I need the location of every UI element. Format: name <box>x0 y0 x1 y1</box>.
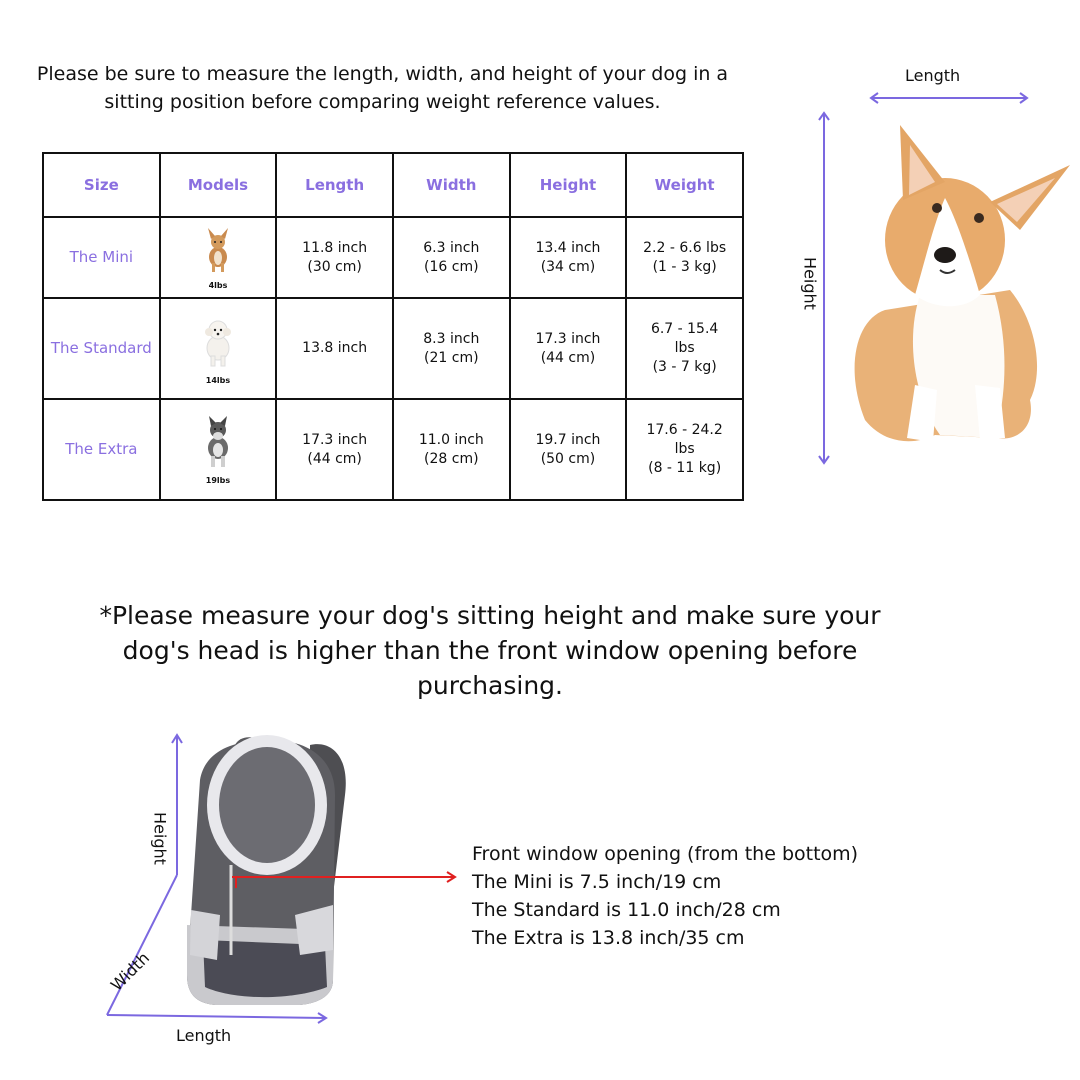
width-inch: 11.0 inch <box>418 431 484 448</box>
width-inch: 8.3 inch <box>423 330 480 347</box>
size-table <box>42 152 744 501</box>
intro-text: Please be sure to measure the length, width, and height of your dog in a sitting position before comparing weight reference values. <box>36 63 729 113</box>
schnauzer-image <box>198 414 238 468</box>
weight-kg: (1 - 3 kg) <box>652 258 717 275</box>
width-cm: (16 cm) <box>424 258 479 275</box>
header-models: Models <box>160 153 277 217</box>
weight-cell <box>626 217 743 298</box>
length-inch: 11.8 inch <box>302 239 368 256</box>
size-name: The Extra <box>43 399 160 500</box>
height-inch: 17.3 inch <box>535 330 601 347</box>
table-row <box>43 298 743 399</box>
length-cell <box>276 399 393 500</box>
dog-length-arrow <box>860 88 1040 108</box>
backpack-height-label: Height <box>150 812 170 865</box>
height-inch: 13.4 inch <box>535 239 601 256</box>
size-name: The Mini <box>43 217 160 298</box>
height-cm: (44 cm) <box>540 349 596 366</box>
width-cell <box>393 217 510 298</box>
weight-cell <box>626 298 743 399</box>
weight-kg: (3 - 7 kg) <box>652 359 717 375</box>
table-row <box>43 399 743 500</box>
width-cell <box>393 298 510 399</box>
width-cm: (21 cm) <box>424 349 479 366</box>
length-cell <box>276 217 393 298</box>
header-weight: Weight <box>626 153 743 217</box>
window-info-extra: The Extra is 13.8 inch/35 cm <box>472 927 745 949</box>
weight-lbs: 6.7 - 15.4 <box>650 321 719 337</box>
length-cell <box>276 298 393 399</box>
window-opening-info <box>472 840 858 952</box>
height-inch: 19.7 inch <box>535 431 601 448</box>
model-cell <box>160 298 277 399</box>
height-cm: (34 cm) <box>540 258 596 275</box>
weight-unit: lbs <box>674 340 695 356</box>
height-cell <box>510 298 627 399</box>
window-info-title: Front window opening (from the bottom) <box>472 843 859 865</box>
weight-unit: lbs <box>674 441 695 457</box>
height-cm: (50 cm) <box>540 450 596 467</box>
length-cm: (30 cm) <box>307 258 362 275</box>
chihuahua-image <box>198 225 238 273</box>
model-weight: 4lbs <box>208 281 228 290</box>
weight-kg: (8 - 11 kg) <box>648 460 722 476</box>
width-inch: 6.3 inch <box>423 239 480 256</box>
header-size: Size <box>43 153 160 217</box>
dog-height-label: Height <box>800 257 820 310</box>
header-width: Width <box>393 153 510 217</box>
corgi-image <box>845 120 1075 450</box>
window-info-standard: The Standard is 11.0 inch/28 cm <box>472 899 781 921</box>
backpack-width-label: Width <box>106 948 154 995</box>
backpack-length-label: Length <box>176 1026 232 1045</box>
table-row <box>43 217 743 298</box>
length-inch: 13.8 inch <box>302 340 368 356</box>
window-info-mini: The Mini is 7.5 inch/19 cm <box>472 871 722 893</box>
length-inch: 17.3 inch <box>302 431 368 448</box>
width-cm: (28 cm) <box>424 450 479 467</box>
size-name: The Standard <box>43 298 160 399</box>
weight-lbs: 2.2 - 6.6 lbs <box>643 239 727 256</box>
sitting-height-note: *Please measure your dog's sitting height and make sure your dog's head is higher than the front window opening before purchasing. <box>99 601 881 700</box>
model-weight: 14lbs <box>205 376 231 385</box>
model-cell <box>160 399 277 500</box>
length-cm: (44 cm) <box>307 450 362 467</box>
model-cell <box>160 217 277 298</box>
poodle-image <box>198 312 238 368</box>
width-cell <box>393 399 510 500</box>
weight-cell <box>626 399 743 500</box>
header-height: Height <box>510 153 627 217</box>
height-cell <box>510 399 627 500</box>
table-header-row <box>43 153 743 217</box>
model-weight: 19lbs <box>205 476 231 485</box>
dog-length-label: Length <box>905 66 961 85</box>
header-length: Length <box>276 153 393 217</box>
weight-lbs: 17.6 - 24.2 <box>646 422 723 438</box>
window-opening-arrow <box>228 868 463 888</box>
height-cell <box>510 217 627 298</box>
